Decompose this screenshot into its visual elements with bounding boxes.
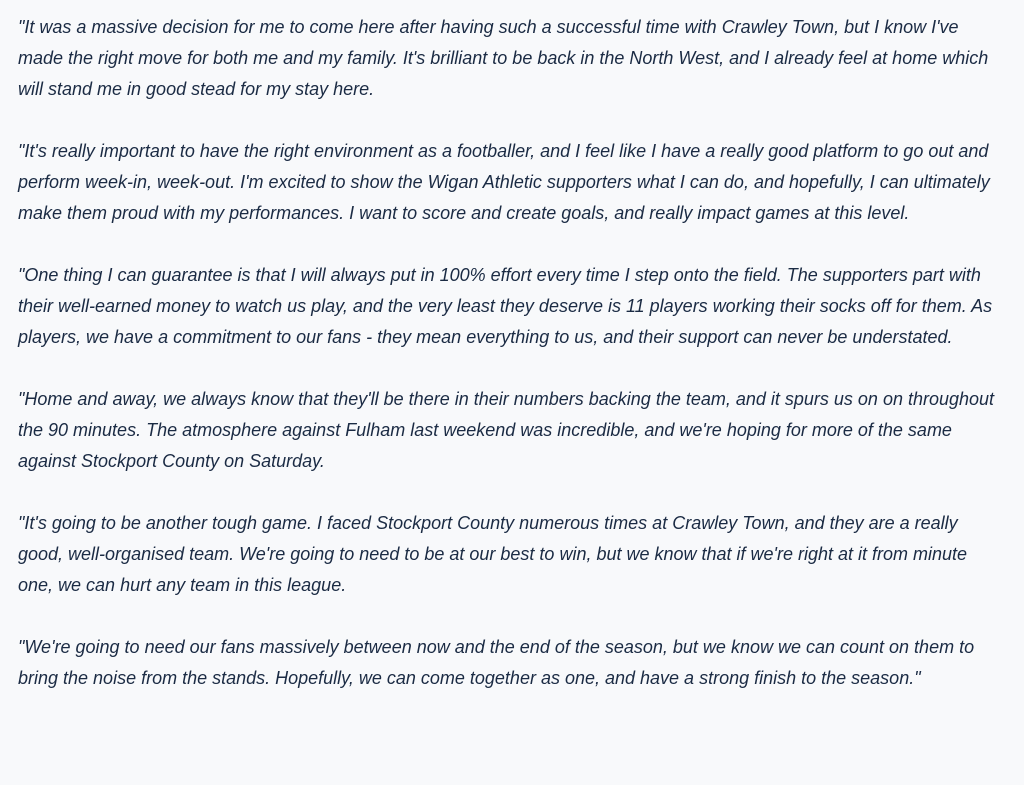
quote-paragraph-6: "We're going to need our fans massively between now and the end of the season, but we know we can count on them to bring the noise from the stands. Hopefully, we can come together as one, and have a strong finish to the season." <box>18 637 975 688</box>
quote-paragraph-1: "It was a massive decision for me to come here after having such a successful time with Crawley Town, but I know I've made the right move for both me and my family. It's brilliant to be back in the North West, and I already feel at home which will stand me in good stead for my stay here. <box>18 17 989 99</box>
quote-paragraph-3: "One thing I can guarantee is that I will always put in 100% effort every time I step onto the field. The supporters part with their well-earned money to watch us play, and the very least they deserve is 11 players working their socks off for them. As players, we have a commitment to our fans - they mean everything to us, and their support can never be understated. <box>18 265 993 347</box>
quote-paragraph-2: "It's really important to have the right environment as a footballer, and I feel like I have a really good platform to go out and perform week-in, week-out. I'm excited to show the Wigan Athletic supporters what I can do, and hopefully, I can ultimately make them proud with my performances. I want to score and create goals, and really impact games at this level. <box>18 141 990 223</box>
quote-paragraph-5: "It's going to be another tough game. I faced Stockport County numerous times at Crawley Town, and they are a really good, well-organised team. We're going to need to be at our best to win, but we know that if we're right at it from minute one, we can hurt any team in this league. <box>18 513 968 595</box>
quote-paragraph-4: "Home and away, we always know that they'll be there in their numbers backing the team, and it spurs us on on throughout the 90 minutes. The atmosphere against Fulham last weekend was incredible, and we're hoping for more of the same against Stockport County on Saturday. <box>18 389 995 471</box>
